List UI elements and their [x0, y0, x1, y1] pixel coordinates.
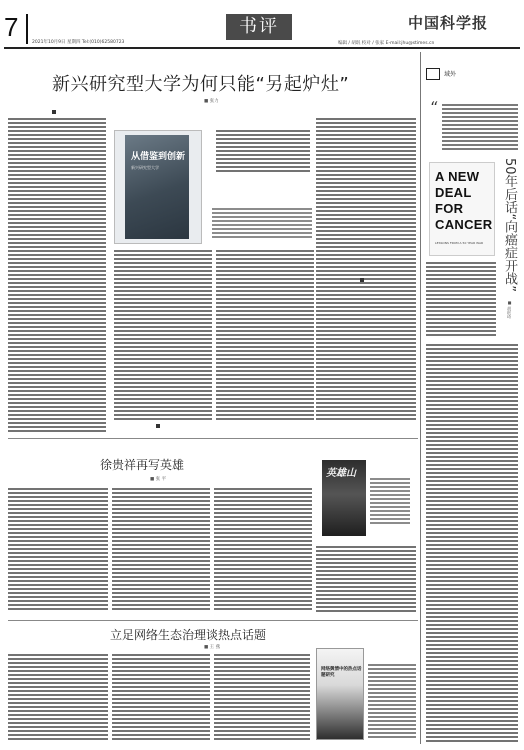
header-contact: 编辑 / 胡珉 校对 / 张家 E-mail:jhu@stimes.cn — [338, 41, 435, 46]
article-2-text-col-1 — [8, 488, 108, 612]
date-line: 2021年10月9日 星期四 Tel:(010)62580723 — [32, 40, 125, 45]
article-1-text-col-1 — [8, 118, 106, 432]
article-3-text-col-2 — [112, 654, 210, 742]
sidebar-text-block-1 — [426, 262, 496, 338]
article-1-text-col-2 — [114, 250, 212, 420]
book-3-caption — [368, 664, 416, 740]
sidebar-section-label: 域外 — [444, 71, 457, 78]
article-2-text-col-2 — [112, 488, 210, 612]
article-1-intro — [216, 130, 310, 174]
sidebar-pull-quote — [442, 104, 518, 150]
cancer-book-title — [435, 169, 492, 233]
book-cover-3 — [316, 648, 364, 740]
header-rule — [4, 47, 520, 49]
book-cover-cancer — [429, 162, 495, 256]
article-2-text-col-3 — [214, 488, 312, 612]
article-2-text-col-4 — [316, 546, 416, 612]
page-number: 7 — [4, 12, 19, 42]
section-tab: 书评 — [226, 14, 292, 40]
book-1-subtitle: 新兴研究型大学 — [131, 165, 159, 170]
article-3-byline: ■ 王 燕 — [204, 645, 221, 650]
section-marker — [156, 424, 160, 428]
book-1-caption-box — [212, 208, 312, 240]
article-3-title: 立足网络生态治理谈热点话题 — [110, 628, 267, 642]
article-2-title: 徐贵祥再写英雄 — [100, 458, 185, 472]
sidebar-text-block-2 — [426, 344, 518, 742]
section-marker — [52, 110, 56, 114]
cancer-title-line: CANCER — [435, 217, 493, 232]
article-separator — [8, 438, 418, 439]
article-1-text-col-3 — [216, 250, 314, 420]
article-3-text-col-1 — [8, 654, 108, 742]
article-1-text-col-4 — [316, 118, 416, 422]
paper-name-logo: 中国科学报 — [408, 14, 489, 32]
page-number-divider — [26, 14, 28, 44]
book-cover-2 — [322, 460, 366, 536]
section-marker — [360, 278, 364, 282]
book-2-title: 英雄山 — [326, 468, 356, 479]
book-cover-1 — [114, 130, 202, 244]
article-1-title: 新兴研究型大学为何只能“另起炉灶” — [52, 74, 350, 95]
sidebar-section-box-icon — [426, 68, 440, 80]
book-3-title: 网络舆情中的热点话题研究 — [321, 667, 362, 678]
book-1-title: 从借鉴到创新 — [131, 152, 186, 162]
article-1-byline: ■ 张力 — [204, 99, 219, 104]
cancer-title-line: A NEW — [435, 169, 480, 184]
article-separator — [8, 620, 418, 621]
book-2-caption — [370, 478, 410, 524]
cancer-book-subtitle: LESSONS FROM A 50 YEAR WAR — [435, 241, 484, 245]
quote-icon: “ — [430, 98, 439, 117]
cancer-title-line: DEAL — [435, 185, 472, 200]
cancer-title-line: FOR — [435, 201, 464, 216]
article-3-text-col-3 — [214, 654, 310, 742]
sidebar-vertical-title: 50年后话“向癌症开战” — [502, 158, 517, 293]
article-2-byline: ■ 张 平 — [150, 477, 167, 482]
sidebar-divider — [420, 52, 421, 744]
sidebar-vertical-byline: ■ 胡珉琦 — [507, 300, 512, 319]
